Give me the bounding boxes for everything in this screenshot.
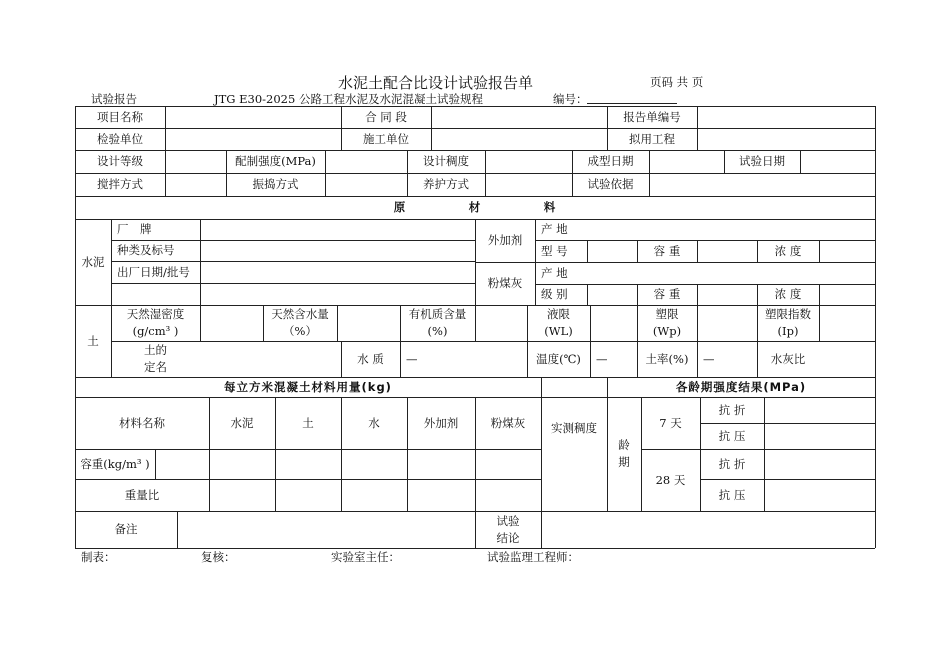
col-admixture: 外加剂 <box>423 415 459 430</box>
label-material-name: 材料名称 <box>119 415 165 430</box>
label-cement: 水泥 <box>81 254 105 269</box>
label-fly-ash-concentration: 浓 度 <box>774 287 802 301</box>
field-conclusion[interactable] <box>541 511 875 548</box>
label-forming-date: 成型日期 <box>587 154 634 168</box>
label-fly-ash: 粉煤灰 <box>487 276 523 290</box>
label-fly-ash-unit-weight: 容 重 <box>653 287 681 301</box>
footer-lab-director: 实验室主任： <box>331 550 400 564</box>
col-fly-ash: 粉煤灰 <box>490 415 526 430</box>
label-plastic-index: 塑限指数 (Ip) <box>765 307 811 338</box>
label-admixture-model: 型 号 <box>541 243 568 258</box>
label-water-content: 天然含水量 （%） <box>271 307 329 338</box>
water-quality-dash: — <box>406 351 418 366</box>
label-flexural-7d: 抗 折 <box>718 402 746 417</box>
number-underline <box>587 103 677 104</box>
label-fly-ash-grade: 级 别 <box>541 287 568 301</box>
label-admixture: 外加剂 <box>487 233 523 247</box>
label-report-number: 报告单编号 <box>623 109 681 124</box>
label-temperature: 温度(℃) <box>536 351 581 366</box>
col-cement: 水泥 <box>230 415 254 430</box>
label-weight-ratio: 重量比 <box>124 487 160 502</box>
label-wet-density: 天然湿密度 (g/cm³ ) <box>126 307 185 338</box>
label-7-days: 7 天 <box>659 415 682 430</box>
label-construction-unit: 施工单位 <box>363 131 409 146</box>
number-label: 编号： <box>553 92 588 106</box>
strength-section-title: 各龄期强度结果(MPa) <box>675 379 807 394</box>
label-test-date: 试验日期 <box>739 154 785 168</box>
standard-reference: JTG E30-2025 公路工程水泥及水泥混凝土试验规程 <box>214 92 483 106</box>
col-soil: 土 <box>302 415 314 430</box>
label-flexural-28d: 抗 折 <box>718 456 746 471</box>
col-water: 水 <box>368 415 380 430</box>
label-brand: 厂 牌 <box>117 222 152 236</box>
label-vibrating-method: 振捣方式 <box>252 177 299 191</box>
page-info: 页码 共 页 <box>650 75 704 89</box>
field-project-name[interactable] <box>165 106 341 128</box>
label-water-quality: 水 质 <box>357 351 384 366</box>
label-measured-consistency: 实测稠度 <box>551 420 597 435</box>
label-contract-section: 合 同 段 <box>365 109 407 124</box>
label-admixture-concentration: 浓 度 <box>774 243 802 258</box>
label-design-consistency: 设计稠度 <box>423 154 469 168</box>
label-prep-strength: 配制强度(MPa) <box>235 154 316 168</box>
label-28-days: 28 天 <box>655 472 686 487</box>
label-compressive-7d: 抗 压 <box>718 428 746 443</box>
label-conclusion: 试验 结论 <box>496 513 520 545</box>
label-fly-ash-origin: 产 地 <box>541 265 568 280</box>
page-title: 水泥土配合比设计试验报告单 <box>338 74 534 92</box>
footer-prepared: 制表： <box>81 550 116 564</box>
soil-rate-dash: — <box>703 351 715 366</box>
field-report-number[interactable] <box>697 106 875 128</box>
temperature-dash: — <box>596 351 608 366</box>
label-project-name: 项目名称 <box>97 109 143 124</box>
label-inspection-unit: 检验单位 <box>97 131 143 146</box>
label-admixture-origin: 产 地 <box>541 222 568 236</box>
label-soil-rate: 土率(%) <box>645 351 689 366</box>
label-unit-weight: 容重(kg/m³ ) <box>80 456 150 471</box>
label-compressive-28d: 抗 压 <box>718 487 746 502</box>
label-type-grade: 种类及标号 <box>117 243 175 257</box>
label-organic-content: 有机质含量 (%) <box>408 307 467 338</box>
label-plastic-limit: 塑限 (Wp) <box>652 307 682 338</box>
label-curing-method: 养护方式 <box>423 177 469 191</box>
label-remarks: 备注 <box>114 522 138 536</box>
label-date-batch: 出厂日期/批号 <box>117 264 190 279</box>
label-soil: 土 <box>87 333 99 348</box>
footer-reviewed: 复核： <box>201 550 236 564</box>
footer-supervisor: 试验监理工程师： <box>487 550 579 564</box>
field-contract-section[interactable] <box>431 106 607 128</box>
label-planned-project: 拟用工程 <box>629 131 675 146</box>
label-water-cement-ratio: 水灰比 <box>770 351 806 366</box>
label-age: 龄 期 <box>618 438 630 469</box>
label-test-basis: 试验依据 <box>587 177 634 191</box>
label-mixing-method: 搅拌方式 <box>97 177 143 191</box>
label-soil-naming: 土的 定名 <box>144 343 167 374</box>
field-remarks[interactable] <box>177 511 475 548</box>
raw-materials-title: 原 材 料 <box>393 200 557 214</box>
label-admixture-unit-weight: 容 重 <box>653 243 681 258</box>
label-liquid-limit: 液限 (WL) <box>544 307 573 338</box>
label-design-grade: 设计等级 <box>97 154 143 168</box>
mix-section-title: 每立方米混凝土材料用量(kg) <box>224 379 392 394</box>
report-label: 试验报告 <box>91 92 137 106</box>
